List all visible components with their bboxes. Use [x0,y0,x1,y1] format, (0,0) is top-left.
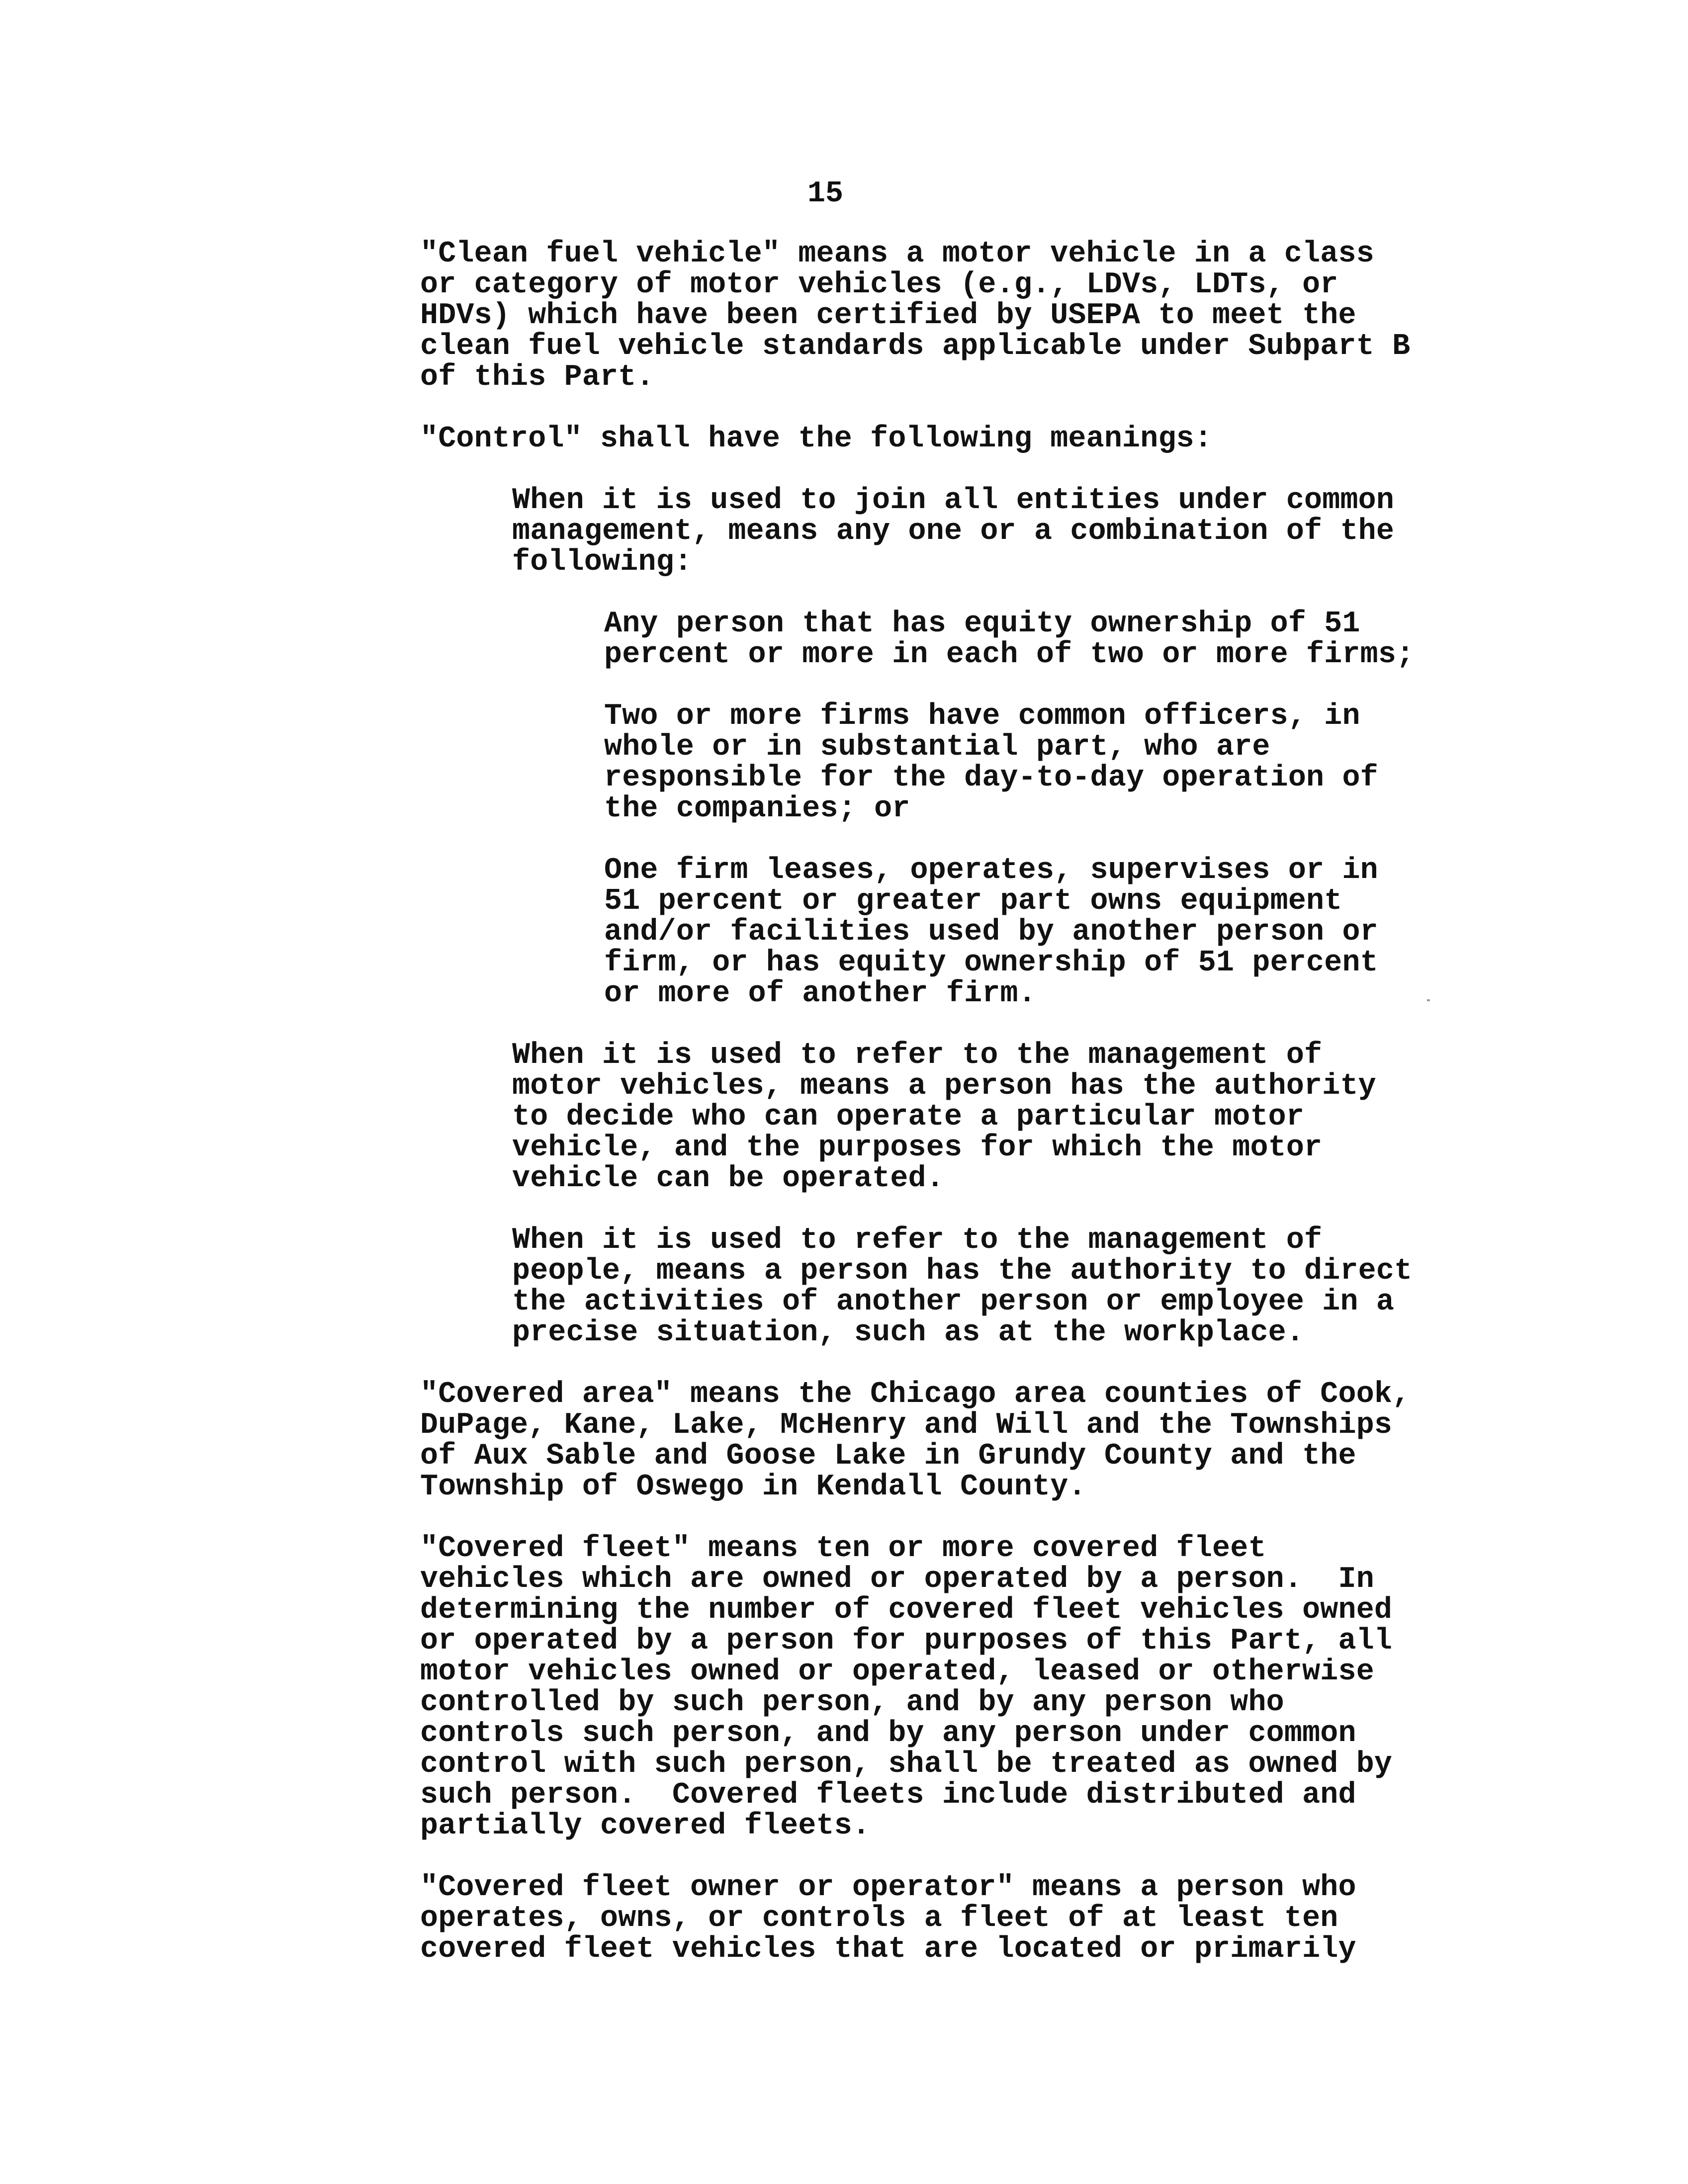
text-line: "Control" shall have the following meanings: [420,422,1213,456]
paragraph [420,1533,1439,1841]
text-line: "Clean fuel vehicle" means a motor vehicle in a class [420,237,1374,271]
paragraph [420,239,1439,393]
text-line: clean fuel vehicle standards applicable under Subpart B [420,330,1411,363]
text-line: controls such person, and by any person under common [420,1717,1356,1750]
text-line: management, means any one or a combination of the [512,515,1395,548]
text-line: controlled by such person, and by any person who [420,1686,1284,1720]
text-line: "Covered area" means the Chicago area counties of Cook, [420,1378,1411,1411]
text-line: "Covered fleet owner or operator" means a person who [420,1871,1356,1905]
text-line: HDVs) which have been certified by USEPA to meet the [420,299,1356,333]
text-line: vehicle, and the purposes for which the motor [512,1131,1323,1165]
text-line: determining the number of covered fleet vehicles owned [420,1593,1393,1627]
document-body [420,239,1439,1996]
text-line: the activities of another person or employee in a [512,1285,1395,1319]
text-line: to decide who can operate a particular motor [512,1100,1305,1134]
paragraph [512,1040,1439,1194]
text-line: DuPage, Kane, Lake, McHenry and Will and the Townships [420,1408,1393,1442]
page-number: 15 [807,177,843,211]
text-line: of Aux Sable and Goose Lake in Grundy County and the [420,1439,1356,1473]
text-line: Township of Oswego in Kendall County. [420,1470,1086,1504]
paragraph [604,701,1439,824]
paragraph [512,1225,1439,1348]
text-line: Two or more firms have common officers, in [604,699,1360,733]
text-line: percent or more in each of two or more firms; [604,638,1415,672]
text-line: such person. Covered fleets include distributed and [420,1778,1356,1812]
text-line: motor vehicles, means a person has the authority [512,1069,1376,1103]
text-line: or category of motor vehicles (e.g., LDVs, LDTs, or [420,268,1338,302]
text-line: When it is used to join all entities under common [512,484,1395,518]
text-line: whole or in substantial part, who are [604,730,1270,764]
paragraph [420,1379,1439,1502]
text-line: "Covered fleet" means ten or more covered fleet [420,1532,1266,1566]
text-line: people, means a person has the authority to direct [512,1254,1413,1288]
text-line: 51 percent or greater part owns equipment [604,884,1342,918]
paragraph [604,609,1439,670]
text-line: When it is used to refer to the management of [512,1039,1323,1072]
paragraph-list [420,239,1439,1965]
text-line: of this Part. [420,360,654,394]
text-line: responsible for the day-to-day operation of [604,761,1378,795]
text-line: the companies; or [604,792,910,826]
paragraph [512,485,1439,578]
text-line: or operated by a person for purposes of this Part, all [420,1624,1393,1658]
text-line: control with such person, shall be treated as owned by [420,1747,1393,1781]
text-line: motor vehicles owned or operated, leased or otherwise [420,1655,1374,1689]
text-line: Any person that has equity ownership of 51 [604,607,1360,641]
text-line: following: [512,545,693,579]
text-line: precise situation, such as at the workplace. [512,1316,1305,1350]
scan-artifact [1427,999,1430,1001]
text-line: vehicle can be operated. [512,1162,944,1196]
paragraph [420,424,1439,454]
paragraph [420,1872,1439,1965]
text-line: operates, owns, or controls a fleet of at least ten [420,1902,1338,1935]
text-line: partially covered fleets. [420,1809,871,1843]
text-line: One firm leases, operates, supervises or in [604,854,1378,887]
text-line: firm, or has equity ownership of 51 percent [604,946,1378,980]
text-line: When it is used to refer to the management of [512,1223,1323,1257]
text-line: and/or facilities used by another person or [604,915,1378,949]
paragraph [604,855,1439,1009]
text-line: vehicles which are owned or operated by a person. In [420,1563,1374,1596]
text-line: or more of another firm. [604,977,1036,1011]
text-line: covered fleet vehicles that are located or primarily [420,1932,1356,1966]
